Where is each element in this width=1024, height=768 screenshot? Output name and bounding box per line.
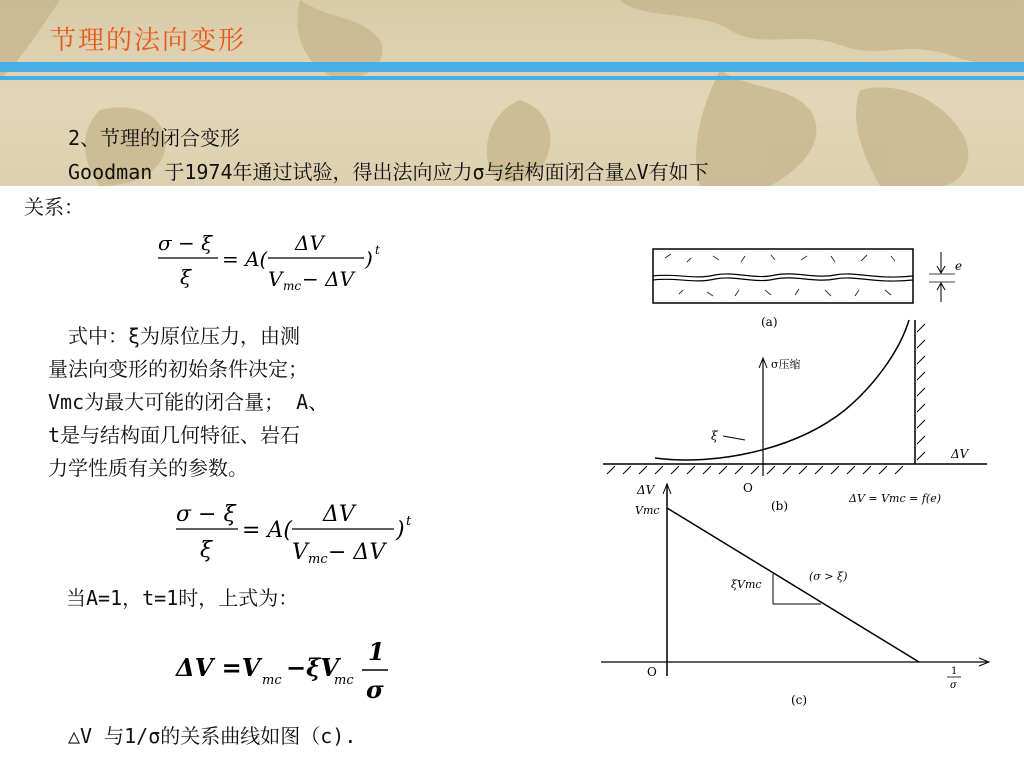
explanation-paragraph bbox=[48, 320, 328, 485]
xi-label: ξ bbox=[711, 429, 718, 443]
origin-c: O bbox=[647, 665, 657, 679]
explanation-line: 力学性质有关的参数。 bbox=[48, 456, 248, 480]
slide-title: 节理的法向变形 bbox=[50, 26, 247, 56]
formula-1 bbox=[150, 228, 400, 298]
label-c: (c) bbox=[791, 693, 808, 707]
formula1-den-sub: mc bbox=[283, 279, 302, 293]
label-b: (b) bbox=[771, 499, 789, 513]
formula2-den: σ bbox=[366, 675, 384, 704]
formula1-num-right: ΔV bbox=[295, 231, 324, 255]
closing-line: △V 与1/σ的关系曲线如图（c). bbox=[68, 724, 357, 748]
vmc-equation: ΔV = Vmc = f(e) bbox=[849, 492, 942, 505]
formula2-sub2: mc bbox=[334, 673, 354, 688]
sigma-axis-label: σ压缩 bbox=[771, 358, 801, 371]
label-a: (a) bbox=[761, 315, 778, 329]
figure-c bbox=[601, 483, 989, 707]
formula-1-repeat bbox=[168, 497, 428, 569]
section-heading: 2、节理的闭合变形 bbox=[68, 126, 241, 150]
intro-line-2: 关系： bbox=[24, 195, 84, 219]
formula1-num-right: ΔV bbox=[323, 502, 355, 527]
explanation-line: 式中：ξ为原位压力，由测 bbox=[48, 324, 301, 348]
vmc-label: Vmc bbox=[635, 504, 660, 517]
condition-line: 当A=1，t=1时，上式为： bbox=[66, 586, 299, 610]
dv-axis-b: ΔV bbox=[951, 447, 969, 461]
formula1-close: ) bbox=[396, 518, 405, 543]
explanation-line: 量法向变形的初始条件决定； bbox=[48, 357, 308, 381]
formula1-num-left: σ − ξ bbox=[158, 231, 213, 255]
formula1-exp: t bbox=[375, 243, 380, 257]
origin-b: O bbox=[743, 481, 753, 495]
formula1-den-rest: − ΔV bbox=[328, 540, 386, 565]
formula1-eq: = A( bbox=[222, 247, 268, 271]
joint-closure-figure bbox=[595, 240, 995, 710]
formula1-den-sub: mc bbox=[308, 552, 328, 567]
formula1-num-left: σ − ξ bbox=[176, 502, 236, 527]
intro-line-1: Goodman 于1974年通过试验，得出法向应力σ与结构面闭合量△V有如下 bbox=[68, 160, 709, 184]
inv-sigma-num: 1 bbox=[951, 666, 958, 677]
explanation-line: Vmc为最大可能的闭合量； A、 bbox=[48, 390, 329, 414]
formula1-den-rest: − ΔV bbox=[302, 267, 355, 291]
formula2-mid: −ξV bbox=[286, 653, 339, 682]
inv-sigma-den: σ bbox=[950, 680, 957, 691]
formula2-num: 1 bbox=[368, 637, 385, 666]
formula2-sub1: mc bbox=[262, 673, 282, 688]
figure-b bbox=[603, 320, 987, 513]
xi-vmc-label: ξVmc bbox=[731, 578, 762, 591]
formula1-exp: t bbox=[406, 514, 412, 529]
e-label: e bbox=[955, 259, 963, 273]
formula1-close: ) bbox=[365, 247, 373, 271]
formula1-den-v: V bbox=[268, 267, 283, 291]
dv-axis-c: ΔV bbox=[637, 483, 655, 497]
title-divider-thin bbox=[0, 76, 1024, 80]
formula1-den-v: V bbox=[292, 540, 308, 565]
condition-label: (σ > ξ) bbox=[809, 570, 848, 583]
explanation-line: t是与结构面几何特征、岩石 bbox=[48, 423, 301, 447]
figure-a bbox=[653, 249, 962, 329]
formula1-eq: = A( bbox=[242, 518, 292, 543]
formula-2 bbox=[170, 630, 410, 710]
title-divider-thick bbox=[0, 62, 1024, 72]
formula2-lhs: ΔV =V bbox=[176, 653, 261, 682]
formula1-den-left: ξ bbox=[200, 538, 213, 563]
formula1-den-left: ξ bbox=[180, 265, 192, 289]
